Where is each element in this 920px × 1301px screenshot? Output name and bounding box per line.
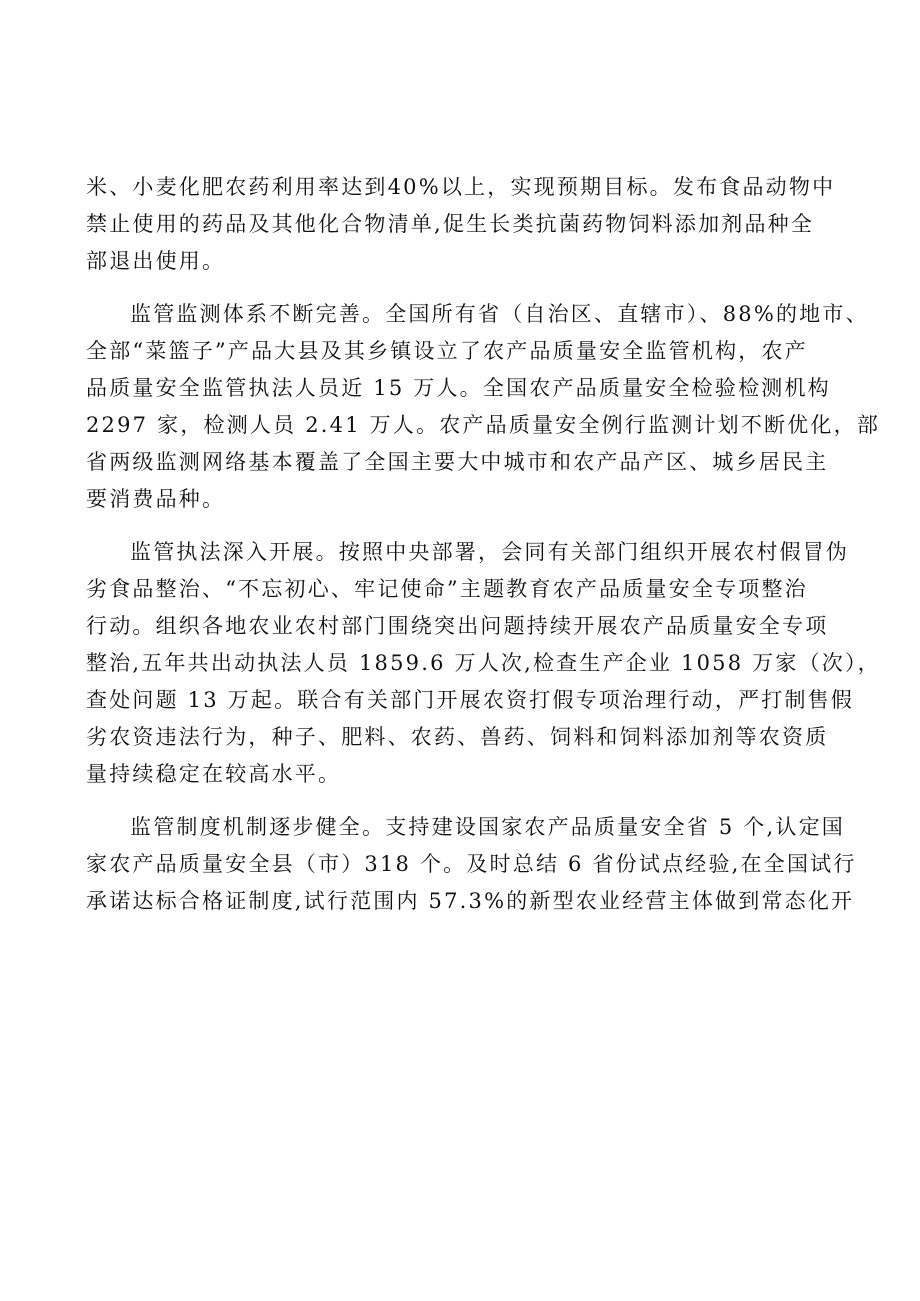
text-line: 劣农资违法行为，种子、肥料、农药、兽药、饲料和饲料添加剂等农资质 (86, 725, 829, 749)
text-line: 量持续稳定在较高水平。 (86, 762, 342, 786)
text-line: 品质量安全监管执法人员近 15 万人。全国农产品质量安全检验检测机构 (86, 376, 831, 400)
text-line: 全部“菜篮子”产品大县及其乡镇设立了农产品质量安全监管机构，农产 (86, 339, 808, 363)
paragraph-3 (86, 534, 881, 793)
paragraph-2 (86, 296, 881, 518)
text-line: 监管执法深入开展。按照中央部署，会同有关部门组织开展农村假冒伪 (130, 540, 850, 564)
paragraph-4 (86, 809, 857, 920)
text-line: 行动。组织各地农业农村部门围绕突出问题持续开展农产品质量安全专项 (86, 614, 829, 638)
text-line: 家农产品质量安全县（市）318 个。及时总结 6 省份试点经验,在全国试行 (86, 852, 857, 876)
text-line: 监管监测体系不断完善。全国所有省（自治区、直辖市）、88%的地市、 (130, 302, 869, 326)
text-line: 米、小麦化肥农药利用率达到40%以上，实现预期目标。发布食品动物中 (86, 175, 836, 199)
document-body (86, 169, 881, 920)
text-line: 部退出使用。 (86, 249, 226, 273)
text-line: 查处问题 13 万起。联合有关部门开展农资打假专项治理行动，严打制售假 (86, 688, 855, 712)
text-line: 劣食品整治、“不忘初心、牢记使命”主题教育农产品质量安全专项整治 (86, 577, 808, 601)
text-line: 监管制度机制逐步健全。支持建设国家农产品质量安全省 5 个,认定国 (130, 815, 845, 839)
text-line: 整治,五年共出动执法人员 1859.6 万人次,检查生产企业 1058 万家（次）， (86, 651, 881, 675)
text-line: 省两级监测网络基本覆盖了全国主要大中城市和农产品产区、城乡居民主 (86, 450, 829, 474)
paragraph-1 (86, 169, 836, 280)
text-line: 2297 家，检测人员 2.41 万人。农产品质量安全例行监测计划不断优化，部 (86, 413, 881, 437)
text-line: 要消费品种。 (86, 487, 226, 511)
text-line: 承诺达标合格证制度,试行范围内 57.3%的新型农业经营主体做到常态化开 (86, 889, 855, 913)
text-line: 禁止使用的药品及其他化合物清单,促生长类抗菌药物饲料添加剂品种全 (86, 212, 815, 236)
